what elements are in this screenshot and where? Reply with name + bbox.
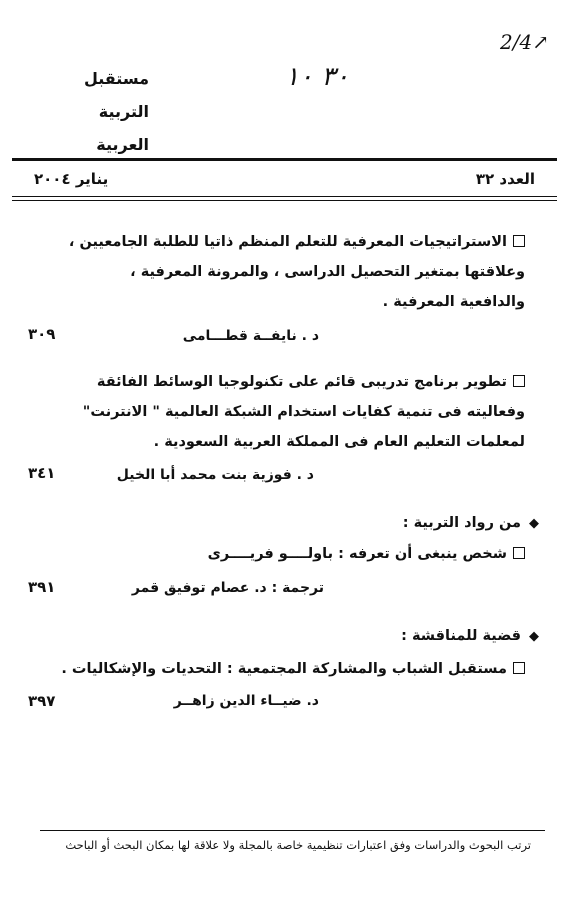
article-2-title-line-1: تطوير برنامج تدريبى قائم على تكنولوجيا الوسائط الفائقة [97,374,525,390]
journal-title-line-2: التربية [98,102,149,121]
article-2-author: د . فوزية بنت محمد أبا الخيل [116,467,314,483]
section-1-heading: ◆من رواد التربية : [402,515,539,531]
article-1-title-line-2: وعلاقتها بمتغير التحصيل الدراسى ، والمرونة المعرفية ، [130,264,525,280]
diamond-bullet-icon: ◆ [529,629,539,644]
article-1-page: ٣٠٩ [28,325,56,343]
journal-title-line-1: مستقبل [83,69,149,88]
footer-note: ترتب البحوث والدراسات وفق اعتبارات تنظيمية خاصة بالمجلة ولا علاقة لها بمكان البحث أو الباحث [65,838,531,852]
article-2-page: ٣٤١ [28,464,56,482]
checkbox-icon [513,547,525,559]
checkbox-icon [513,662,525,674]
footer-rule [40,830,545,831]
header-rule-bottom-a [12,196,557,197]
handwritten-note-top-right: 2/4↗ [500,30,549,54]
section-2-page: ٣٩٧ [28,692,56,710]
section-2-item: مستقبل الشباب والمشاركة المجتمعية : التحديات والإشكاليات . [61,661,525,677]
header-rule-top [12,158,557,161]
article-1-title-line-1: الاستراتيجيات المعرفية للتعلم المنظم ذاتيا للطلبة الجامعيين ، [69,234,525,250]
handwritten-note-mid: ٣٠ ١٠ [285,62,350,92]
article-2-title-line-3: لمعلمات التعليم العام فى المملكة العربية السعودية . [153,434,525,450]
diamond-bullet-icon: ◆ [529,516,539,531]
article-1-title-line-3: والدافعية المعرفية . [382,294,525,310]
section-2-heading: ◆قضية للمناقشة : [401,628,539,644]
checkbox-icon [513,375,525,387]
section-1-author: ترجمة : د. عصام توفيق قمر [131,580,324,596]
journal-title [29,62,149,161]
section-2-author: د. ضيــاء الدين زاهــر [173,693,319,709]
section-1-item: شخص ينبغى أن تعرفه : باولــــو فريــــرى [208,546,525,562]
issue-date: يناير ٢٠٠٤ [34,170,109,188]
checkbox-icon [513,235,525,247]
issue-number: العدد ٣٢ [475,170,535,188]
article-2-title-line-2: وفعاليته فى تنمية كفايات استخدام الشبكة العالمية " الانترنت" [82,404,525,420]
header-rule-bottom-b [12,200,557,201]
article-1-author: د . نايفــة قطـــامى [182,328,319,344]
journal-title-line-3: العربية [96,135,149,154]
section-1-page: ٣٩١ [28,578,56,596]
